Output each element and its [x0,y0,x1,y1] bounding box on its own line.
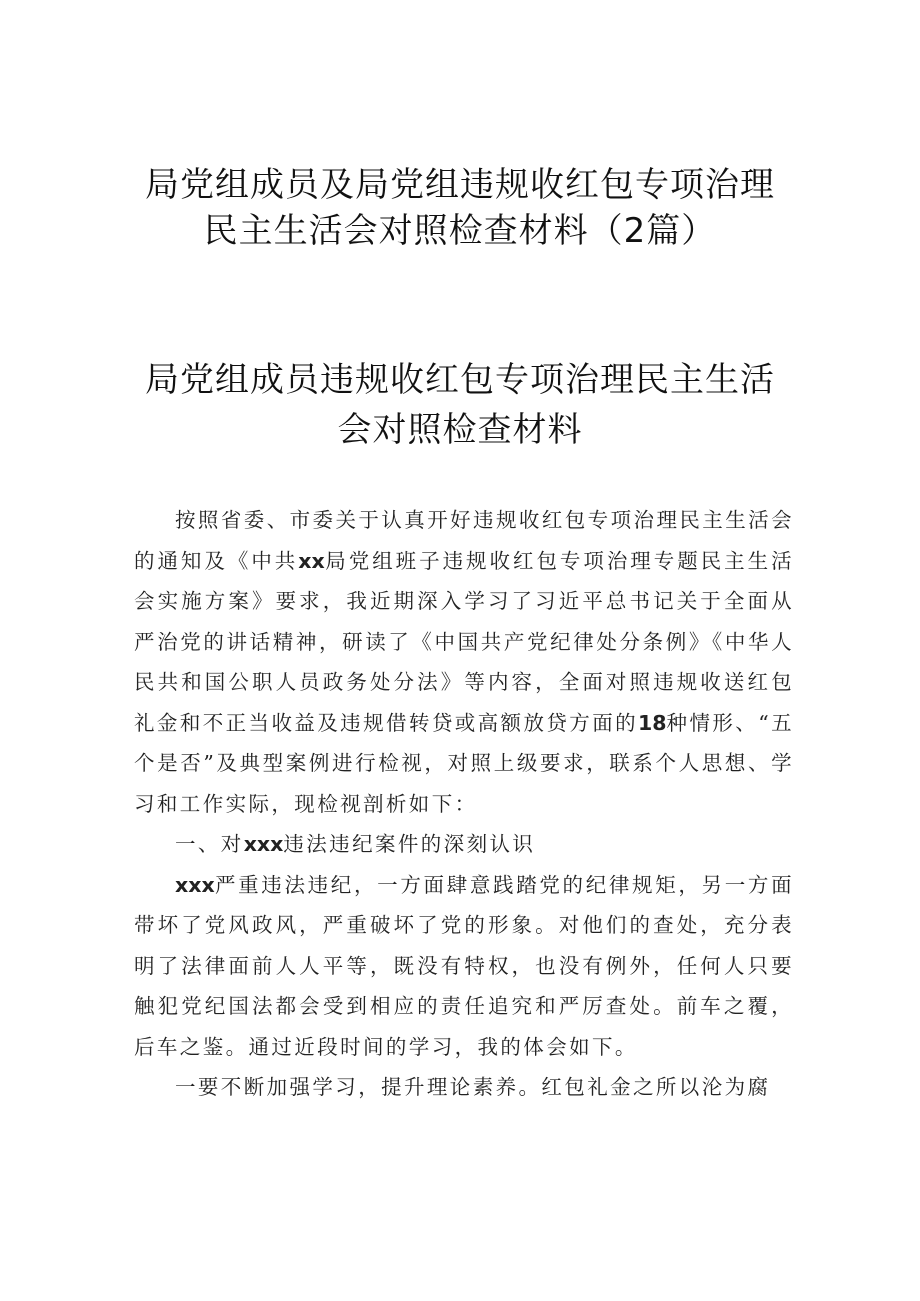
paragraph-point-1 [134,1067,794,1108]
text-run: 一要不断加强学习，提升理论素养。红包礼金之所以沦为腐 [175,1075,771,1099]
text-run: 局党组班子违规收红包专项治理专题民主生活会实施方案》要求，我近期深入学习了习近平总书记关于全面从严治党的讲话精神，研读了《中国共产党纪律处分条例》《中华人民共和国公职人员政务处分法》等内容，全面对照违规收送红包礼金和不正当收益及违规借转贷或高额放贷方面的 [134,548,794,735]
text-run: 种情形、“五个是否”及典型案例进行检视，对照上级要求，联系个人思想、学习和工作实际，现检视剖析如下： [134,710,794,816]
section-heading-1 [134,824,794,865]
main-title-line-1: 局党组成员及局党组违规收红包专项治理 [145,165,775,205]
section-title [0,355,920,455]
text-run-bold: xxx [243,832,284,856]
text-run: 按照省委、市委关于认真开好违规收红包专项治理民主生活会的通知及《中共 [134,508,794,573]
section-title-line-1: 局党组成员违规收红包专项治理民主生活 [145,360,775,400]
text-run-bold: 18 [638,710,667,735]
body-text [134,500,794,1108]
text-run-bold: xxx [175,872,215,897]
text-run: 严重违法违纪，一方面肆意践踏党的纪律规矩，另一方面带坏了党风政风，严重破坏了党的形象。对他们的查处，充分表明了法律面前人人平等，既没有特权，也没有例外，任何人只要触犯党纪国法都会受到相应的责任追究和严厉查处。前车之覆，后车之鉴。通过近段时间的学习，我的体会如下。 [134,872,794,1059]
main-title [0,162,920,254]
section-title-line-2: 会对照检查材料 [337,410,583,450]
main-title-line-2: 民主生活会对照检查材料（2篇） [203,211,717,251]
text-run: 一、对 [175,832,244,856]
text-run-bold: xx [298,548,325,573]
paragraph-intro [134,500,794,824]
text-run: 违法违纪案件的深刻认识 [283,832,536,856]
paragraph-case [134,865,794,1068]
